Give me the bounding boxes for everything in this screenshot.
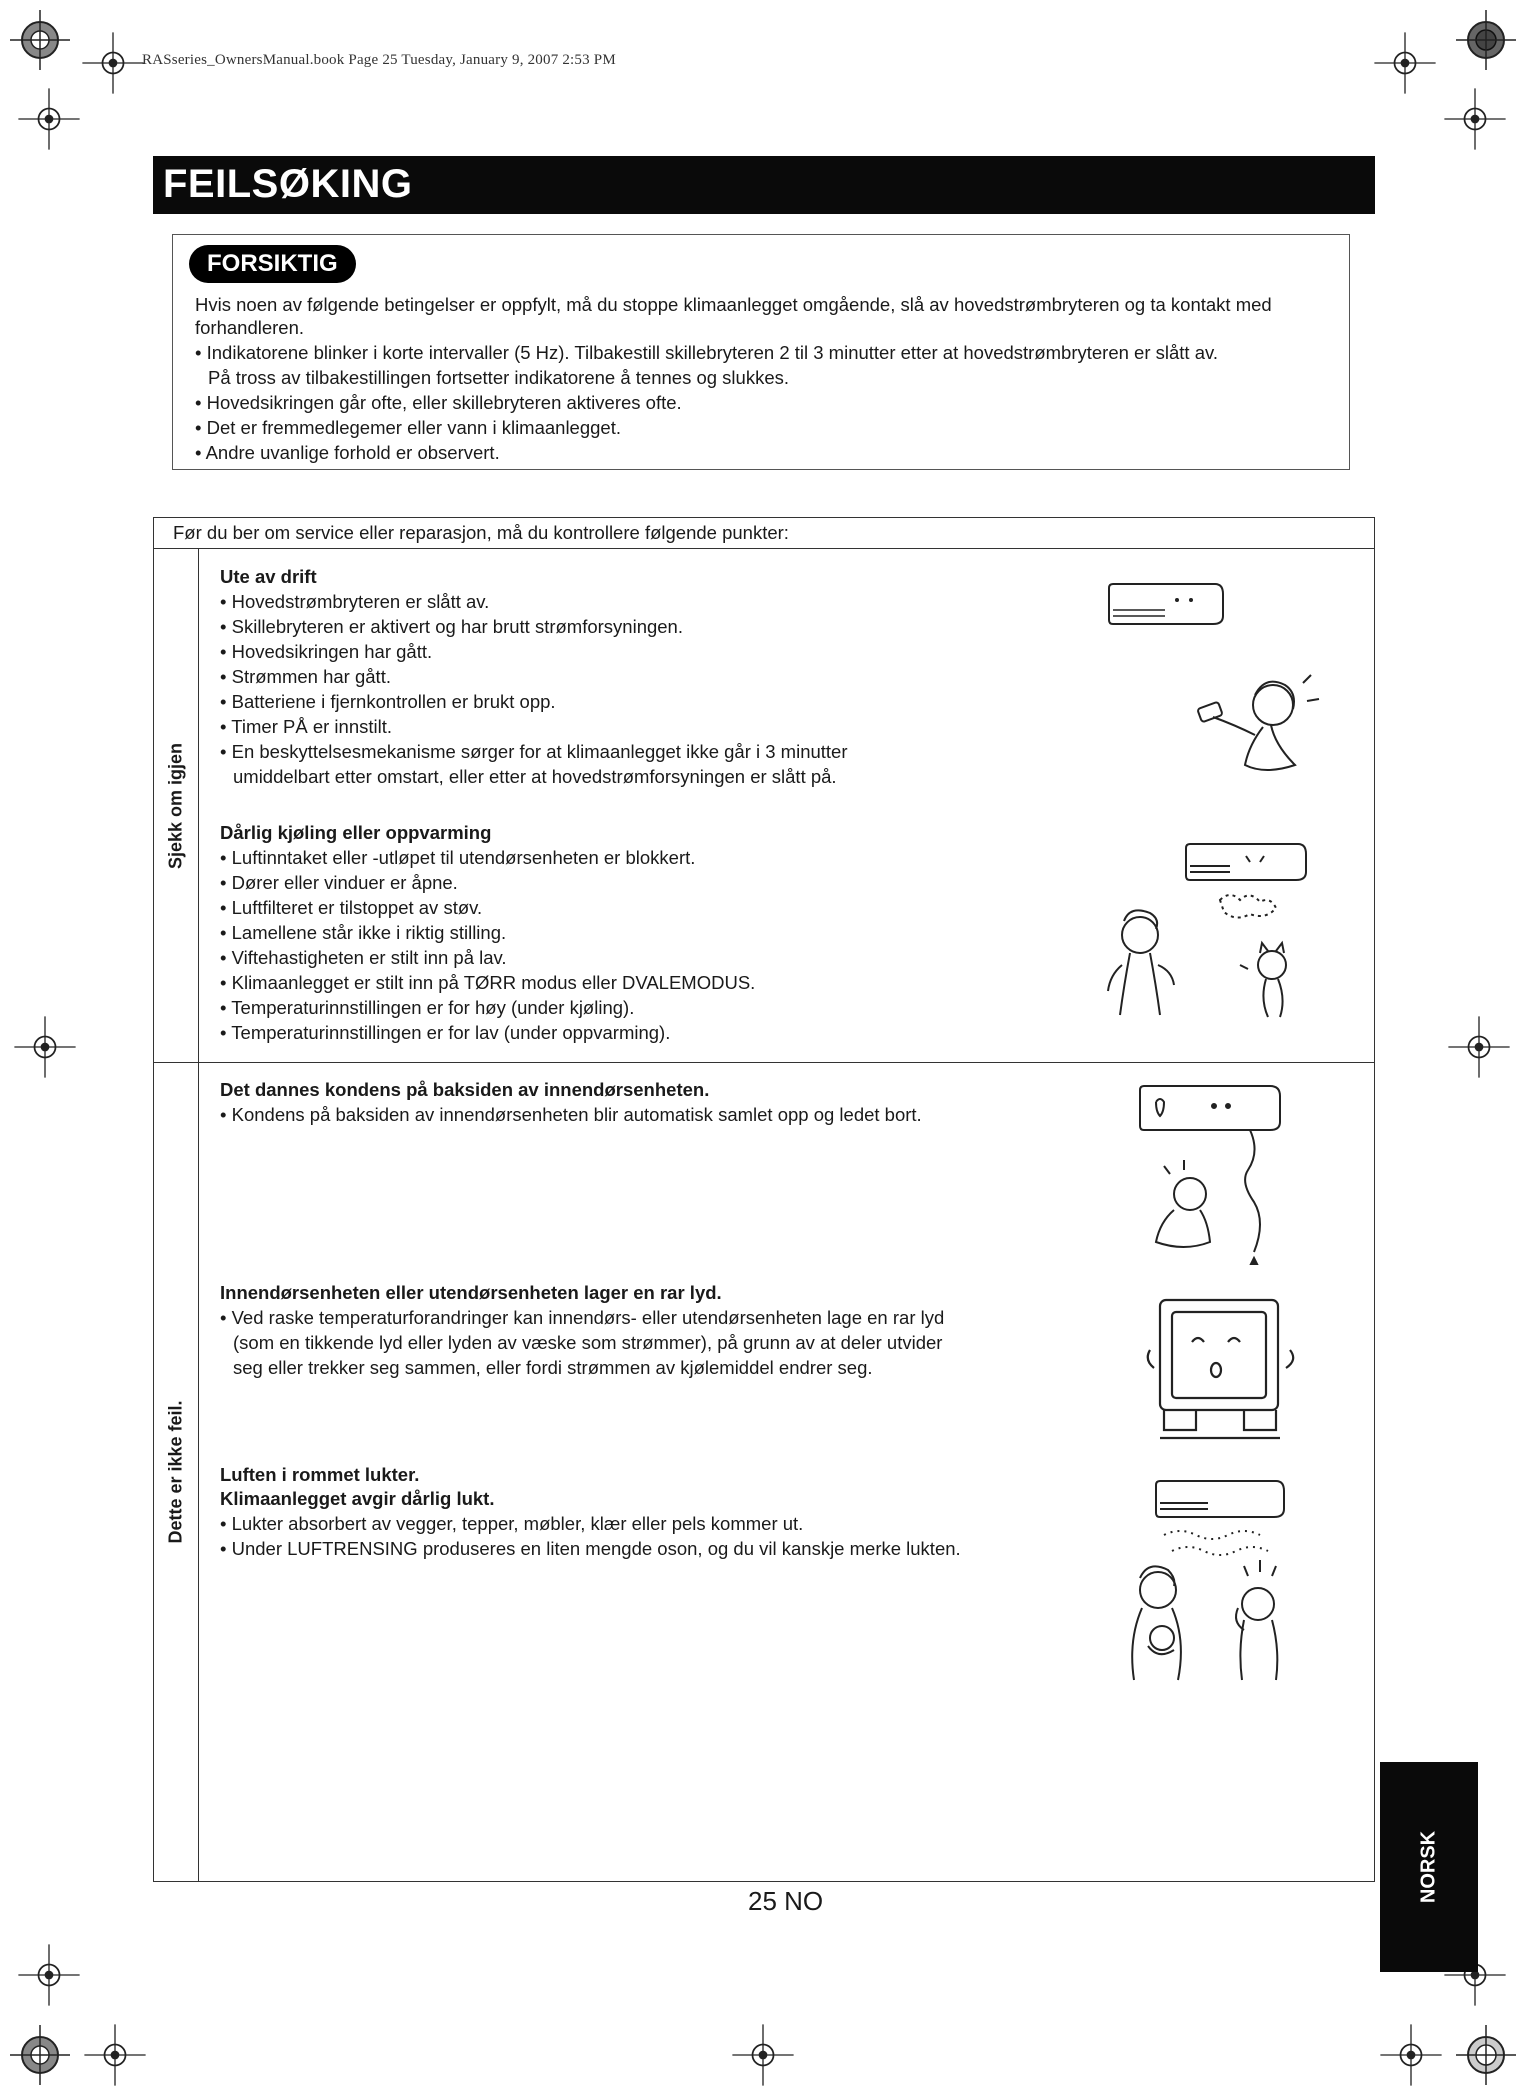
side-column-not-faults (153, 1062, 199, 1882)
registration-mark-icon (1446, 2015, 1526, 2095)
list-item: (som en tikkende lyd eller lyden av væske som strømmer), på grunn av at deler utvider (233, 1332, 943, 1353)
list-item: • Kondens på baksiden av innendørsenheten blir automatisk samlet opp og ledet bort. (220, 1104, 922, 1125)
list-item: • Hovedstrømbryteren er slått av. (220, 591, 490, 612)
section-strange-noise (220, 1281, 1120, 1380)
language-tab-label: NORSK (1417, 1830, 1440, 1904)
registration-mark-icon (10, 1012, 80, 1082)
list-item: • Skillebryteren er aktivert og har brutt strømforsyningen. (220, 616, 683, 637)
caution-item: • Andre uvanlige forhold er observert. (195, 442, 500, 463)
section-condensation (220, 1078, 1120, 1127)
section-subheading: Klimaanlegget avgir dårlig lukt. (220, 1488, 495, 1509)
section-list (220, 845, 1120, 1045)
list-item: • Under LUFTRENSING produseres en liten mengde oson, og du vil kanskje merke lukten. (220, 1538, 961, 1559)
checklist-intro-row (153, 517, 1375, 549)
list-item: • Hovedsikringen har gått. (220, 641, 433, 662)
caution-badge: FORSIKTIG (189, 245, 356, 283)
registration-mark-icon (1370, 28, 1440, 98)
registration-mark-icon (0, 2015, 80, 2095)
section-list (220, 1102, 1120, 1127)
list-item: • Luftinntaket eller -utløpet til utendørsenheten er blokkert. (220, 847, 696, 868)
registration-mark-icon (0, 0, 80, 80)
page-number: 25 NO (748, 1886, 824, 1916)
group-divider (153, 1062, 1375, 1063)
outdoor-unit-illustration (1140, 1290, 1300, 1450)
list-item: • Viftehastigheten er stilt inn på lav. (220, 947, 507, 968)
caution-item: • Indikatorene blinker i korte intervaller (5 Hz). Tilbakestill skillebryteren 2 til 3 minutter etter at hovedstrømbryteren er slått av. (195, 342, 1219, 363)
registration-mark-icon (1446, 0, 1526, 80)
section-list (220, 1305, 1120, 1380)
registration-mark-icon (14, 1940, 84, 2010)
registration-mark-icon (1376, 2020, 1446, 2090)
indoor-unit-illustration (1105, 580, 1225, 630)
list-item: • En beskyttelsesmekanisme sørger for at klimaanlegget ikke går i 3 minutter (220, 741, 848, 762)
person-with-remote-illustration (1185, 665, 1325, 785)
caution-item: • Hovedsikringen går ofte, eller skillebryteren aktiveres ofte. (195, 392, 682, 413)
caution-item: • Det er fremmedlegemer eller vann i klimaanlegget. (195, 417, 621, 438)
registration-mark-icon (14, 84, 84, 154)
registration-mark-icon (1440, 84, 1510, 154)
print-header: RASseries_OwnersManual.book Page 25 Tuesday, January 9, 2007 2:53 PM (142, 52, 616, 68)
section-heading: Det dannes kondens på baksiden av innendørsenheten. (220, 1079, 710, 1100)
caution-intro: Hvis noen av følgende betingelser er oppfylt, må du stoppe klimaanlegget omgående, slå av hovedstrømbryteren og ta kontakt med forhandleren. (195, 294, 1272, 338)
list-item: • Luftfilteret er tilstoppet av støv. (220, 897, 483, 918)
section-odor (220, 1463, 1120, 1561)
caution-item: På tross av tilbakestillingen fortsetter indikatorene å tennes og slukkes. (208, 367, 790, 388)
people-smelling-illustration (1108, 1550, 1298, 1690)
side-label-check-again: Sjekk om igjen (165, 742, 185, 869)
section-list (220, 589, 1120, 789)
list-item: • Strømmen har gått. (220, 666, 391, 687)
registration-mark-icon (728, 2020, 798, 2090)
list-item: • Ved raske temperaturforandringer kan innendørs- eller utendørsenheten lage en rar lyd (220, 1307, 945, 1328)
list-item: • Klimaanlegget er stilt inn på TØRR modus eller DVALEMODUS. (220, 972, 756, 993)
language-tab (1380, 1762, 1478, 1972)
section-list (220, 1511, 1120, 1561)
hot-person-and-cat-illustration (1100, 895, 1300, 1025)
registration-mark-icon (78, 28, 148, 98)
side-column-check-again (153, 549, 199, 1062)
condensation-unit-illustration (1130, 1082, 1290, 1272)
list-item: • Dører eller vinduer er åpne. (220, 872, 458, 893)
list-item: • Lukter absorbert av vegger, tepper, møbler, klær eller pels kommer ut. (220, 1513, 804, 1534)
list-item: umiddelbart etter omstart, eller etter at hovedstrømforsyningen er slått på. (233, 766, 837, 787)
section-heading: Innendørsenheten eller utendørsenheten lager en rar lyd. (220, 1282, 722, 1303)
list-item: • Temperaturinnstillingen er for høy (under kjøling). (220, 997, 635, 1018)
page-title: FEILSØKING (163, 162, 413, 206)
list-item: • Batteriene i fjernkontrollen er brukt opp. (220, 691, 556, 712)
registration-mark-icon (1444, 1012, 1514, 1082)
checklist-intro: Før du ber om service eller reparasjon, må du kontrollere følgende punkter: (173, 522, 789, 543)
caution-box (172, 234, 1350, 470)
registration-mark-icon (80, 2020, 150, 2090)
side-label-not-faults: Dette er ikke feil. (165, 1400, 185, 1544)
list-item: seg eller trekker seg sammen, eller fordi strømmen av kjølemiddel endrer seg. (233, 1357, 873, 1378)
section-poor-cooling (220, 821, 1120, 1045)
section-heading: Luften i rommet lukter. (220, 1464, 420, 1485)
section-heading: Ute av drift (220, 566, 317, 587)
list-item: • Temperaturinnstillingen er for lav (under oppvarming). (220, 1022, 671, 1043)
list-item: • Timer PÅ er innstilt. (220, 716, 392, 737)
section-heading: Dårlig kjøling eller oppvarming (220, 822, 492, 843)
caution-list (195, 341, 1335, 466)
title-bar (153, 156, 1375, 214)
section-out-of-order (220, 565, 1120, 789)
list-item: • Lamellene står ikke i riktig stilling. (220, 922, 507, 943)
